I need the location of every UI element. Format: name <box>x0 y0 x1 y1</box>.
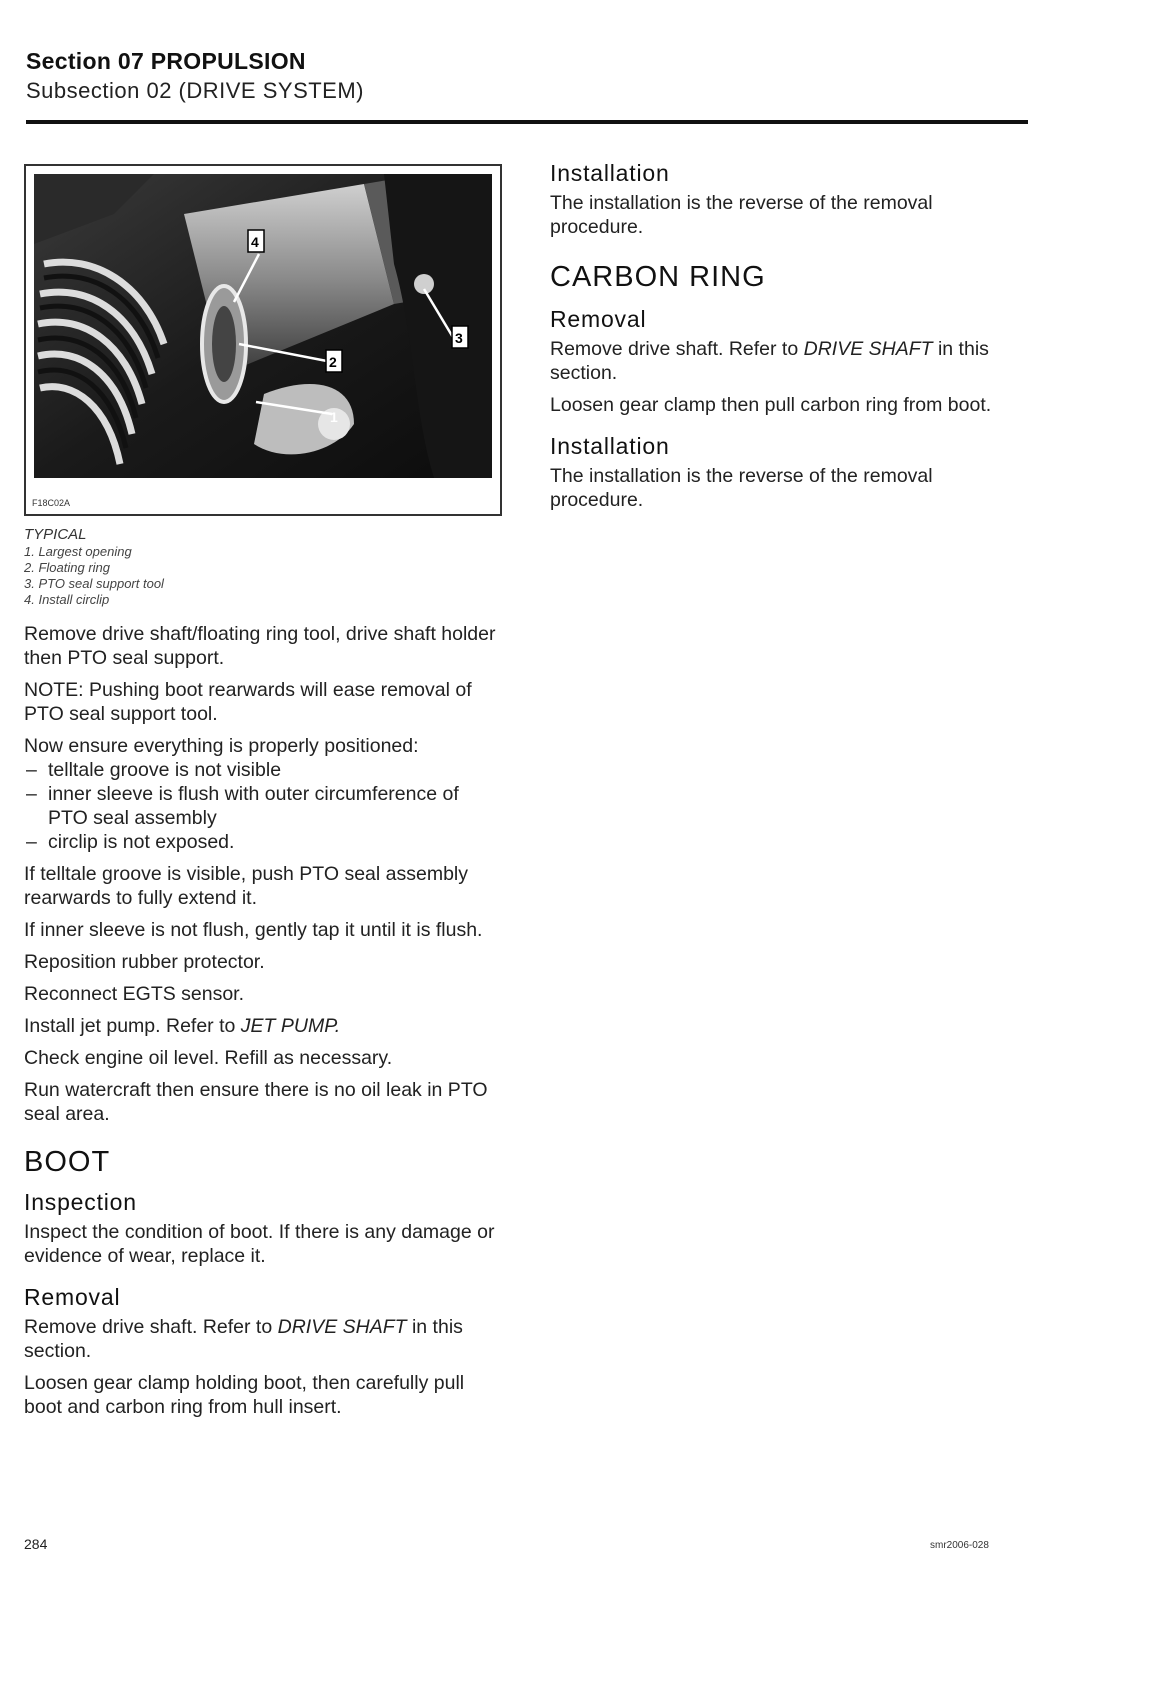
heading-removal: Removal <box>24 1284 121 1310</box>
paragraph: If telltale groove is visible, push PTO seal assembly rearwards to fully extend it. <box>24 863 469 909</box>
heading-inspection: Inspection <box>24 1189 137 1215</box>
callout-4: 4 <box>251 234 259 250</box>
figure-photo <box>24 164 502 516</box>
paragraph: If inner sleeve is not flush, gently tap it until it is flush. <box>24 919 483 941</box>
text-span: in this section. <box>550 338 989 384</box>
drive-system-photo <box>34 174 492 478</box>
paragraph: The installation is the reverse of the removal procedure. <box>550 465 933 511</box>
note <box>24 678 502 726</box>
caption-list <box>24 544 502 608</box>
callout-2: 2 <box>329 354 337 370</box>
figure-code: F18C02A <box>32 498 71 508</box>
page-header <box>26 48 364 104</box>
heading-installation: Installation <box>550 160 670 186</box>
paragraph <box>24 1315 502 1363</box>
cross-reference: DRIVE SHAFT <box>277 1316 407 1338</box>
heading-installation: Installation <box>550 433 670 459</box>
paragraph: Run watercraft then ensure there is no oil leak in PTO seal area. <box>24 1079 488 1125</box>
paragraph: Remove drive shaft/floating ring tool, drive shaft holder then PTO seal support. <box>24 623 496 669</box>
callout-3: 3 <box>455 330 463 346</box>
figure-caption <box>24 526 502 608</box>
caption-item: 4. Install circlip <box>24 592 110 607</box>
caption-item: 3. PTO seal support tool <box>24 576 164 591</box>
paragraph <box>24 1014 502 1038</box>
header-rule <box>26 120 1028 124</box>
text-span: Remove drive shaft. Refer to <box>550 338 804 360</box>
paragraph: The installation is the reverse of the removal procedure. <box>550 192 933 238</box>
paragraph: Check engine oil level. Refill as necessary. <box>24 1047 393 1069</box>
caption-title: TYPICAL <box>24 526 87 543</box>
caption-item: 2. Floating ring <box>24 560 110 575</box>
heading-boot: BOOT <box>24 1146 111 1178</box>
page-number: 284 <box>24 1536 48 1552</box>
note-text: Pushing boot rearwards will ease removal of PTO seal support tool. <box>24 679 472 725</box>
list-item: – telltale groove is not visible <box>24 758 502 782</box>
caption-item: 1. Largest opening <box>24 544 132 559</box>
paragraph <box>550 337 1030 385</box>
list-item: – inner sleeve is flush with outer circumference of PTO seal assembly <box>24 782 502 830</box>
paragraph: Loosen gear clamp then pull carbon ring from boot. <box>550 394 992 416</box>
document-code: smr2006-028 <box>930 1540 989 1551</box>
paragraph: Now ensure everything is properly positioned: <box>24 735 419 757</box>
text-span: Install jet pump. Refer to <box>24 1015 241 1037</box>
heading-carbon-ring: CARBON RING <box>550 261 766 293</box>
paragraph: Reposition rubber protector. <box>24 951 265 973</box>
paragraph: Reconnect EGTS sensor. <box>24 983 245 1005</box>
check-list <box>24 758 502 854</box>
text-span: in this section. <box>24 1316 463 1362</box>
cross-reference: DRIVE SHAFT <box>803 338 933 360</box>
text-span: Remove drive shaft. Refer to <box>24 1316 278 1338</box>
left-column <box>24 164 502 1419</box>
paragraph: Loosen gear clamp holding boot, then carefully pull boot and carbon ring from hull insert. <box>24 1372 465 1418</box>
subsection-title: Subsection 02 (DRIVE SYSTEM) <box>26 78 365 103</box>
callout-1: 1 <box>330 409 338 425</box>
list-item: – circlip is not exposed. <box>24 830 502 854</box>
note-label: NOTE: <box>24 679 84 701</box>
heading-removal: Removal <box>550 306 647 332</box>
paragraph: Inspect the condition of boot. If there is any damage or evidence of wear, replace it. <box>24 1221 495 1267</box>
cross-reference: JET PUMP. <box>240 1015 341 1037</box>
right-column <box>550 160 1030 512</box>
section-title: Section 07 PROPULSION <box>26 48 306 74</box>
